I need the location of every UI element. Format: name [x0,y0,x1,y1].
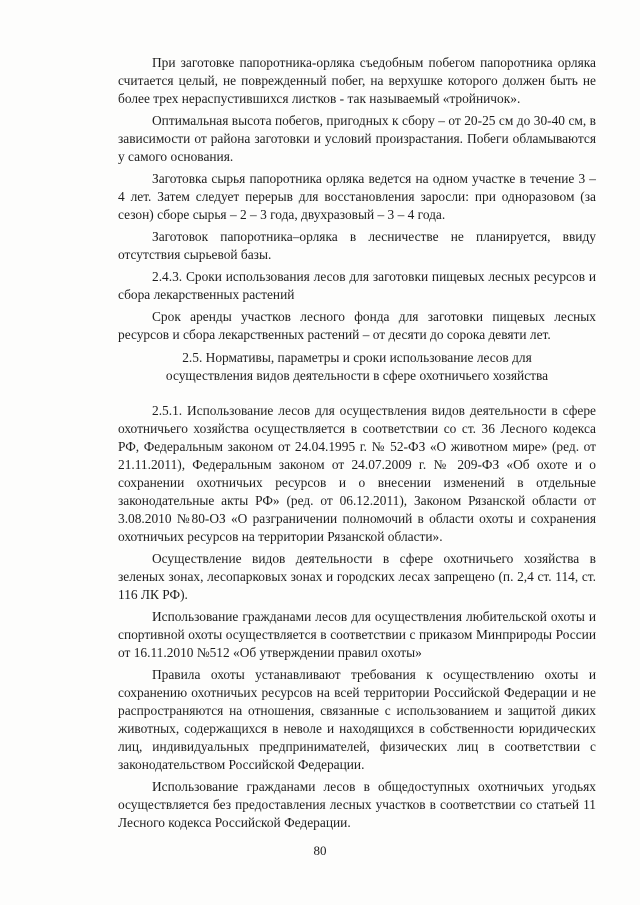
paragraph-2-5-1-legal-basis: 2.5.1. Использование лесов для осуществления видов деятельности в сфере охотничьего хозяйства осуществляется в соответствии со ст. 36 Лесного кодекса РФ, Федеральным законом от 24.04.1995 г. № 52-ФЗ «О животном мире» (ред. от 21.11.2011), Федеральным законом от 24.07.2009 г. № 209-ФЗ «Об охоте и о сохранении охотничьих ресурсов и о внесении изменений в отдельные законодательные акты РФ» (ред. от 06.12.2011), Законом Рязанской области от 3.08.2010 №80-ОЗ «О разграничении полномочий в области охоты и сохранения охотничьих ресурсов на территории Рязанской области». [118,403,596,544]
paragraph-lease-term: Срок аренды участков лесного фонда для заготовки пищевых лесных ресурсов и сбора лекарственных растений – от десяти до сорока девяти лет. [118,309,596,342]
paragraph-optimal-shoot-height: Оптимальная высота побегов, пригодных к сбору – от 20-25 см до 30-40 см, в зависимости от района заготовки и условий произрастания. Побеги обламываются у самого основания. [118,113,596,164]
page-number: 80 [313,843,327,858]
paragraph-public-hunting-grounds: Использование гражданами лесов в общедоступных охотничьих угодьях осуществляется без предоставления лесных участков в соответствии со статьей 11 Лесного кодекса Российской Федерации. [118,779,596,830]
paragraph-young-shoot-definition: При заготовке папоротника-орляка съедобным побегом папоротника орляка считается целый, не поврежденный побег, на верхушке которого должен быть не более трех нераспустившихся листков - так называемый «тройничок». [118,55,596,106]
subsection-heading-2-4-3: 2.4.3. Сроки использования лесов для заготовки пищевых лесных ресурсов и сбора лекарственных растений [118,269,596,302]
text-block-hunting [118,402,596,832]
paragraph-hunting-rules-scope: Правила охоты устанавливают требования к осуществлению охоты и сохранению охотничьих ресурсов на всей территории Российской Федерации и не распространяются на отношения, связанные с использованием и защитой диких животных, содержащихся в неволе и находящихся в собственности юридических лиц, индивидуальных предпринимателей, физических лиц в соответствии с законодательством Российской Федерации. [118,667,596,772]
paragraph-no-harvest-planned: Заготовок папоротника–орляка в лесничестве не планируется, ввиду отсутствия сырьевой базы. [118,229,596,262]
paragraph-hunting-order-512: Использование гражданами лесов для осуществления любительской охоты и спортивной охоты осуществляется в соответствии с приказом Минприроды России от 16.11.2010 №512 «Об утверждении правил охоты» [118,609,596,660]
paragraph-harvest-rotation: Заготовка сырья папоротника орляка ведется на одном участке в течение 3 – 4 лет. Затем следует перерыв для восстановления заросли: при одноразовом (за сезон) сборе сырья – 2 – 3 года, двухразовый – 3 – 4 года. [118,171,596,222]
section-heading-2-5 [118,349,596,385]
section-heading-line-2: осуществления видов деятельности в сфере охотничьего хозяйства [165,368,549,383]
text-block-fern-harvesting [118,54,596,344]
paragraph-hunting-prohibited-zones: Осуществление видов деятельности в сфере охотничьего хозяйства в зеленых зонах, лесопарковых зонах и городских лесах запрещено (п. 2,4 ст. 114, ст. 116 ЛК РФ). [118,551,596,602]
section-heading-line-1: 2.5. Нормативы, параметры и сроки использование лесов для [182,350,532,365]
